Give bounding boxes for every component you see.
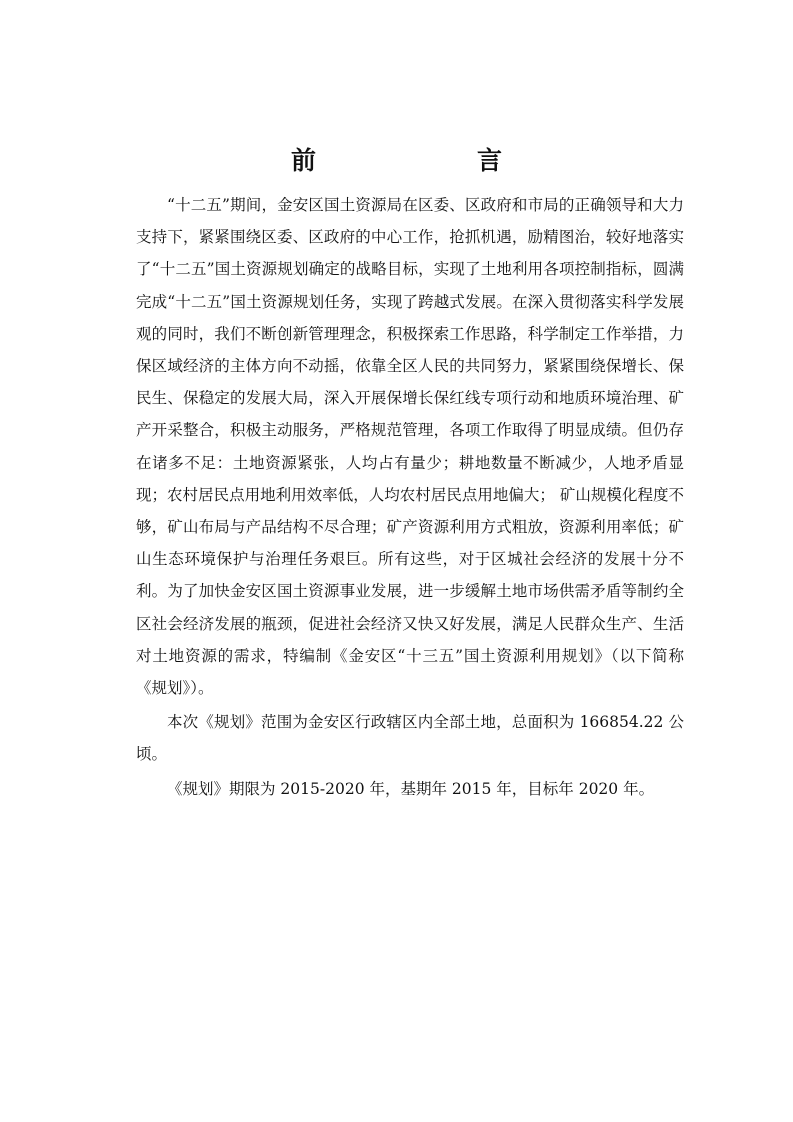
paragraph-period: 《规划》期限为 2015-2020 年，基期年 2015 年，目标年 2020 年。: [167, 779, 655, 798]
paragraph-scope: 本次《规划》范围为金安区行政辖区内全部土地，总面积为 166854.22 公顷。: [136, 713, 684, 764]
page-title: 前 言: [290, 146, 570, 175]
body-text: [136, 189, 684, 805]
paragraph-background: “十二五”期间，金安区国土资源局在区委、区政府和市局的正确领导和大力支持下，紧紧围绕区委、区政府的中心工作，抢抓机遇，励精图治，较好地落实了“十二五”国土资源规划确定的战略目标，实现了土地利用各项控制指标，圆满完成“十二五”国土资源规划任务，实现了跨越式发展。在深入贯彻落实科学发展观的同时，我们不断创新管理理念，积极探索工作思路，科学制定工作举措，力保区域经济的主体方向不动摇，依靠全区人民的共同努力，紧紧围绕保增长、保民生、保稳定的发展大局，深入开展保增长保红线专项行动和地质环境治理、矿产开采整合，积极主动服务，严格规范管理，各项工作取得了明显成绩。但仍存在诸多不足：土地资源紧张，人均占有量少；耕地数量不断减少，人地矛盾显现；农村居民点用地利用效率低，人均农村居民点用地偏大； 矿山规模化程度不够，矿山布局与产品结构不尽合理；矿产资源利用方式粗放，资源利用率低；矿山生态环境保护与治理任务艰巨。所有这些，对于区城社会经济的发展十分不利。为了加快金安区国土资源事业发展，进一步缓解土地市场供需矛盾等制约全区社会经济发展的瓶颈，促进社会经济又快又好发展，满足人民群众生产、生活对土地资源的需求，特编制《金安区“十三五”国土资源利用规划》（以下简称《规划》）。: [136, 196, 684, 698]
